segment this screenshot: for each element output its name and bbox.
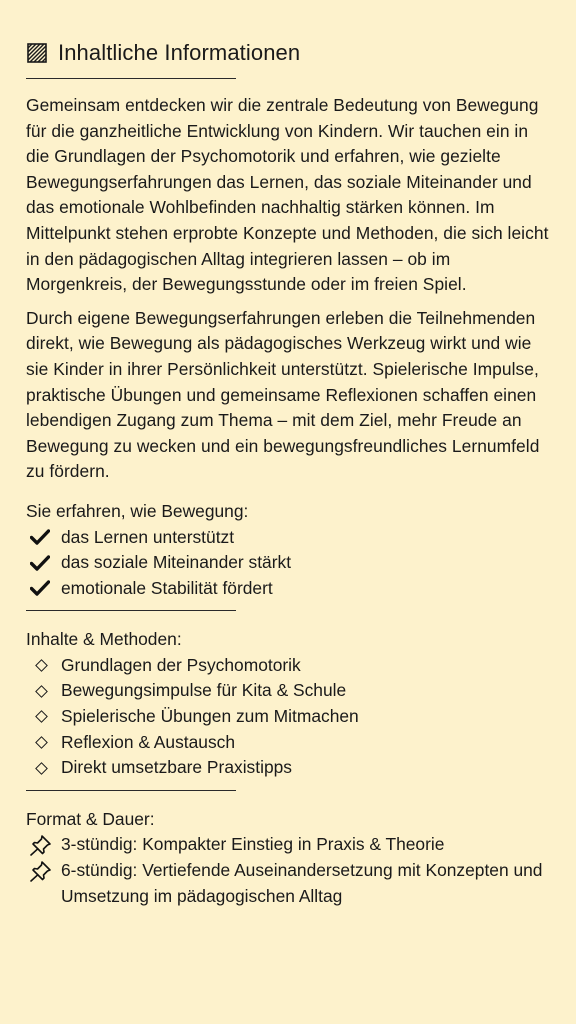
- format-heading: Format & Dauer:: [26, 808, 155, 829]
- list-item-text: 3-stündig: Kompakter Einstieg in Praxis & Theorie: [61, 834, 445, 855]
- list-item: [26, 704, 550, 730]
- list-item: [26, 678, 550, 704]
- pushpin-icon: [26, 858, 61, 884]
- checkmark-icon: [26, 550, 61, 576]
- checkmark-icon: [26, 525, 61, 551]
- list-item-text: das soziale Miteinander stärkt: [61, 552, 292, 573]
- list-item: [26, 755, 550, 781]
- list-item-text: das Lernen unterstützt: [61, 526, 235, 547]
- diamond-bullet-icon: [35, 762, 48, 775]
- hatched-square-icon: [26, 42, 48, 64]
- list-item-text: Direkt umsetzbare Praxistipps: [61, 757, 292, 778]
- benefits-heading: Sie erfahren, wie Bewegung:: [26, 500, 249, 521]
- list-item-text: 6-stündig: Vertiefende Auseinandersetzung mit Konzepten und Umsetzung im pädagogischen Alltag: [61, 860, 543, 906]
- list-item-text: Grundlagen der Psychomotorik: [61, 654, 301, 675]
- benefits-list: [26, 525, 550, 602]
- checkmark-icon: [26, 576, 61, 602]
- list-item: [26, 730, 550, 756]
- diamond-bullet-icon: [35, 710, 48, 723]
- list-item: [26, 550, 550, 576]
- intro-paragraph-1: Gemeinsam entdecken wir die zentrale Bedeutung von Bewegung für die ganzheitliche Entwicklung von Kindern. Wir tauchen ein in die Grundlagen der Psychomotorik und erfahren, wie gezielte Bewegungserfahrungen das Lernen, das soziale Miteinander und das emotionale Wohlbefinden nachhaltig stärken können. Im Mittelpunkt stehen erprobte Konzepte und Methoden, die sich leicht in den pädagogischen Alltag integrieren lassen – ob im Morgenkreis, der Bewegungsstunde oder im freien Spiel.: [26, 95, 549, 295]
- intro-paragraph-2: Durch eigene Bewegungserfahrungen erleben die Teilnehmenden direkt, wie Bewegung als pädagogisches Werkzeug wirkt und wie sie Kinder in ihrer Persönlichkeit unterstützt. Spielerische Impulse, praktische Übungen und gemeinsame Reflexionen schaffen einen lebendigen Zugang zum Thema – mit dem Ziel, mehr Freude an Bewegung zu wecken und ein bewegungsfreundliches Lernumfeld zu fördern.: [26, 307, 540, 482]
- diamond-bullet-icon: [35, 659, 48, 672]
- pushpin-icon: [26, 832, 61, 858]
- list-item-text: emotionale Stabilität fördert: [61, 577, 273, 598]
- diamond-bullet-icon: [35, 685, 48, 698]
- divider: [26, 610, 236, 611]
- list-item: [26, 576, 550, 602]
- list-item-text: Bewegungsimpulse für Kita & Schule: [61, 680, 347, 701]
- divider: [26, 790, 236, 791]
- format-list: [26, 832, 550, 909]
- list-item: [26, 858, 550, 909]
- contents-list: [26, 653, 550, 781]
- page-title: Inhaltliche Informationen: [58, 40, 301, 65]
- list-item: [26, 832, 550, 858]
- header: [26, 38, 550, 68]
- list-item: [26, 525, 550, 551]
- list-item-text: Reflexion & Austausch: [61, 731, 236, 752]
- list-item-text: Spielerische Übungen zum Mitmachen: [61, 706, 359, 727]
- diamond-bullet-icon: [35, 736, 48, 749]
- list-item: [26, 653, 550, 679]
- divider: [26, 78, 236, 79]
- contents-heading: Inhalte & Methoden:: [26, 629, 182, 650]
